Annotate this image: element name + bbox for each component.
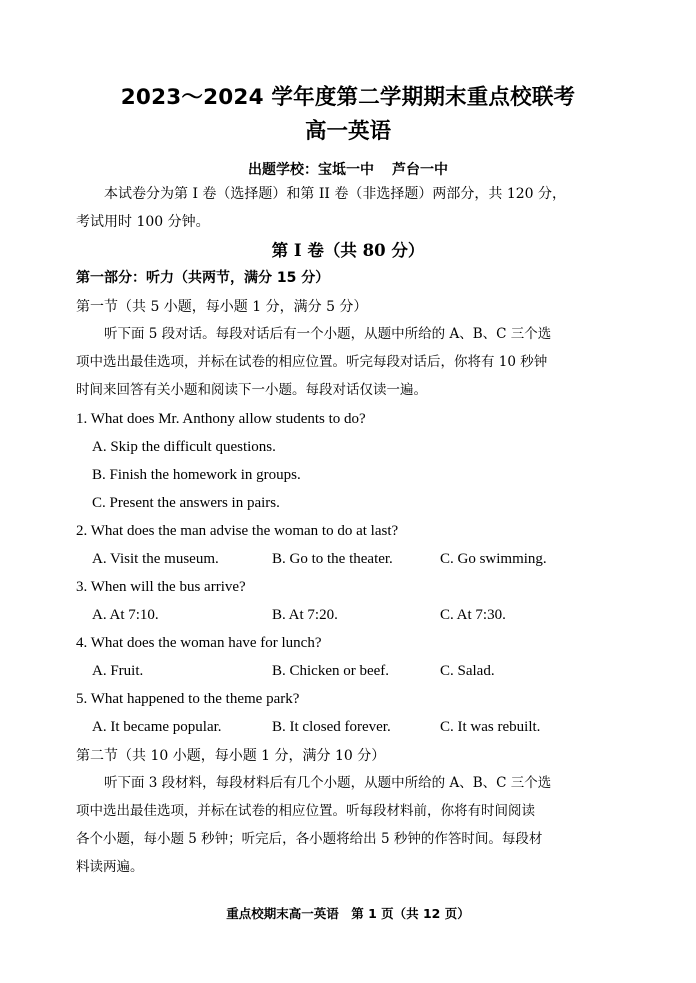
question-4-option-a: A. Fruit. [92,663,144,679]
exam-title: 2023～2024 学年度第二学期期末重点校联考 [120,85,576,110]
question-5-option-a: A. It became popular. [92,719,222,735]
question-3-option-a: A. At 7:10. [92,607,159,623]
school-label: 出题学校：宝坻一中 [248,162,374,178]
subject-title: 高一英语 [304,119,391,144]
question-4-stem: 4. What does the woman have for lunch? [76,635,322,651]
instruction-line: 听下面 5 段对话。每段对话后有一个小题，从题中所给的 A、B、C 三个选 [104,326,552,342]
question-4-option-b: B. Chicken or beef. [272,663,390,679]
question-3-option-b: B. At 7:20. [272,607,338,623]
instruction-line: 项中选出最佳选项，并标在试卷的相应位置。听完每段对话后，你将有 10 秒钟 [76,354,548,370]
question-2-stem: 2. What does the man advise the woman to do at last? [76,523,399,539]
instruction-line: 听下面 3 段材料，每段材料后有几个小题，从题中所给的 A、B、C 三个选 [104,775,552,791]
instruction-line: 项中选出最佳选项，并标在试卷的相应位置。听每段材料前，你将有时间阅读 [76,803,535,819]
question-3-stem: 3. When will the bus arrive? [76,579,246,595]
question-1-option-c: C. Present the answers in pairs. [92,495,280,511]
section-1-instructions [76,320,624,404]
instruction-line: 料读两遍。 [76,859,144,875]
school-2: 芦台一中 [392,162,448,178]
intro-line-2: 考试用时 100 分钟。 [76,214,210,230]
question-5-option-c: C. It was rebuilt. [440,719,541,735]
section-1-title: 第一节（共 5 小题，每小题 1 分，满分 5 分） [76,299,368,315]
intro-line-1: 本试卷分为第 I 卷（选择题）和第 II 卷（非选择题）两部分，共 120 分， [104,186,567,202]
part-1-title: 第一部分：听力（共两节，满分 15 分） [76,270,330,286]
section-2-title: 第二节（共 10 小题，每小题 1 分，满分 10 分） [76,748,386,764]
question-1-option-a: A. Skip the difficult questions. [92,439,276,455]
volume-1-title: 第 Ⅰ 卷（共 80 分） [271,241,425,260]
question-5-stem: 5. What happened to the theme park? [76,691,300,707]
question-2-option-a: A. Visit the museum. [92,551,219,567]
question-2-option-c: C. Go swimming. [440,551,547,567]
section-2-instructions [76,769,624,881]
instruction-line: 时间来回答有关小题和阅读下一小题。每段对话仅读一遍。 [76,382,427,398]
question-5-option-b: B. It closed forever. [272,719,391,735]
question-4-option-c: C. Salad. [440,663,495,679]
question-3-option-c: C. At 7:30. [440,607,506,623]
instruction-line: 各个小题，每小题 5 秒钟；听完后，各小题将给出 5 秒钟的作答时间。每段材 [76,831,543,847]
setter-schools [0,159,696,179]
question-1-option-b: B. Finish the homework in groups. [92,467,301,483]
exam-intro [76,180,622,236]
page-footer: 重点校期末高一英语 第 1 页（共 12 页） [226,906,470,921]
question-1-stem: 1. What does Mr. Anthony allow students to do? [76,411,366,427]
question-2-option-b: B. Go to the theater. [272,551,393,567]
